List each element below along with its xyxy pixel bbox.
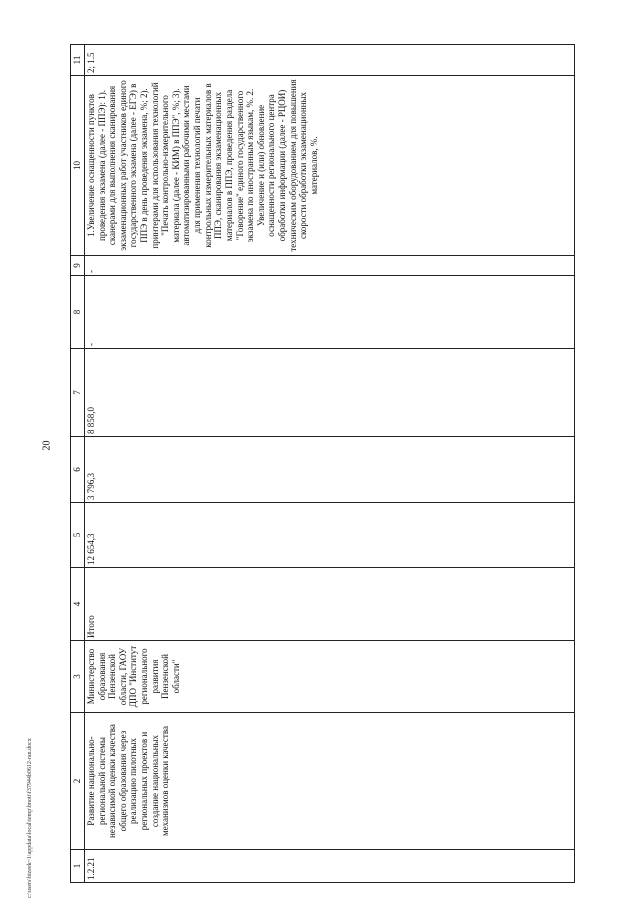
funding-col-7: 8 858,0	[85, 349, 575, 437]
footer-file-path: c:\users\bizeek~1\appdata\local\temp\bnoti\f37944b0612-ran.docx	[27, 738, 33, 898]
col-header-1: 1	[71, 850, 85, 883]
col-header-10: 10	[71, 76, 85, 256]
indicator-values: 2; 1.5	[85, 45, 575, 76]
page-number: 20	[41, 440, 53, 451]
funding-col-8: -	[85, 276, 575, 349]
col-header-5: 5	[71, 503, 85, 568]
indicators-text: 1.Увеличение оснащенности пунктов проведения экзамена (далее - ППЭ): 1). сканерами для выполнения сканирования экзаменационных работ участников единого государственного экзамена (далее - ЕГЭ) в ППЭ в день проведения экзамена, %; 2). принтерами для использования технологий "Печать контрольно-измерительного материала (далее - КИМ) в ППЭ", %; 3). автоматизированными рабочими местами для применения технологий печати контрольных измерительных материалов в ППЭ, сканирования экзаменационных материалов в ППЭ, проведения раздела "Говорение" единого государственного экзамена по иностранным языкам, %. 2. Увеличение и (или) обновление оснащенности регионального центра обработки информации (далее - РЦОИ) техническим оборудованием для повышения скорости обработки экзаменационных материалов, %.	[85, 76, 575, 256]
measure-name: Развитие национально-региональной системы независимой оценки качества общего образования через реализацию пилотных региональных проектов и создание национальных механизмов оценки качества	[85, 713, 575, 850]
col-header-9: 9	[71, 256, 85, 276]
col-header-8: 8	[71, 276, 85, 349]
program-table	[70, 44, 575, 883]
col-header-11: 11	[71, 45, 85, 76]
executor: Министерство образования Пензенской области, ГАОУ ДПО "Институт регионального развития Пензенской области"	[85, 641, 575, 713]
col-header-4: 4	[71, 568, 85, 641]
landscape-sheet	[70, 45, 580, 883]
row-number: 1.2.21	[85, 850, 575, 883]
funding-total: 12 654,3	[85, 503, 575, 568]
funding-source: Итого	[85, 568, 575, 641]
col-header-7: 7	[71, 349, 85, 437]
funding-col-9: -	[85, 256, 575, 276]
col-header-6: 6	[71, 437, 85, 503]
col-header-2: 2	[71, 713, 85, 850]
funding-col-6: 3 796,3	[85, 437, 575, 503]
header-row	[71, 45, 85, 883]
col-header-3: 3	[71, 641, 85, 713]
table-row	[85, 45, 575, 883]
